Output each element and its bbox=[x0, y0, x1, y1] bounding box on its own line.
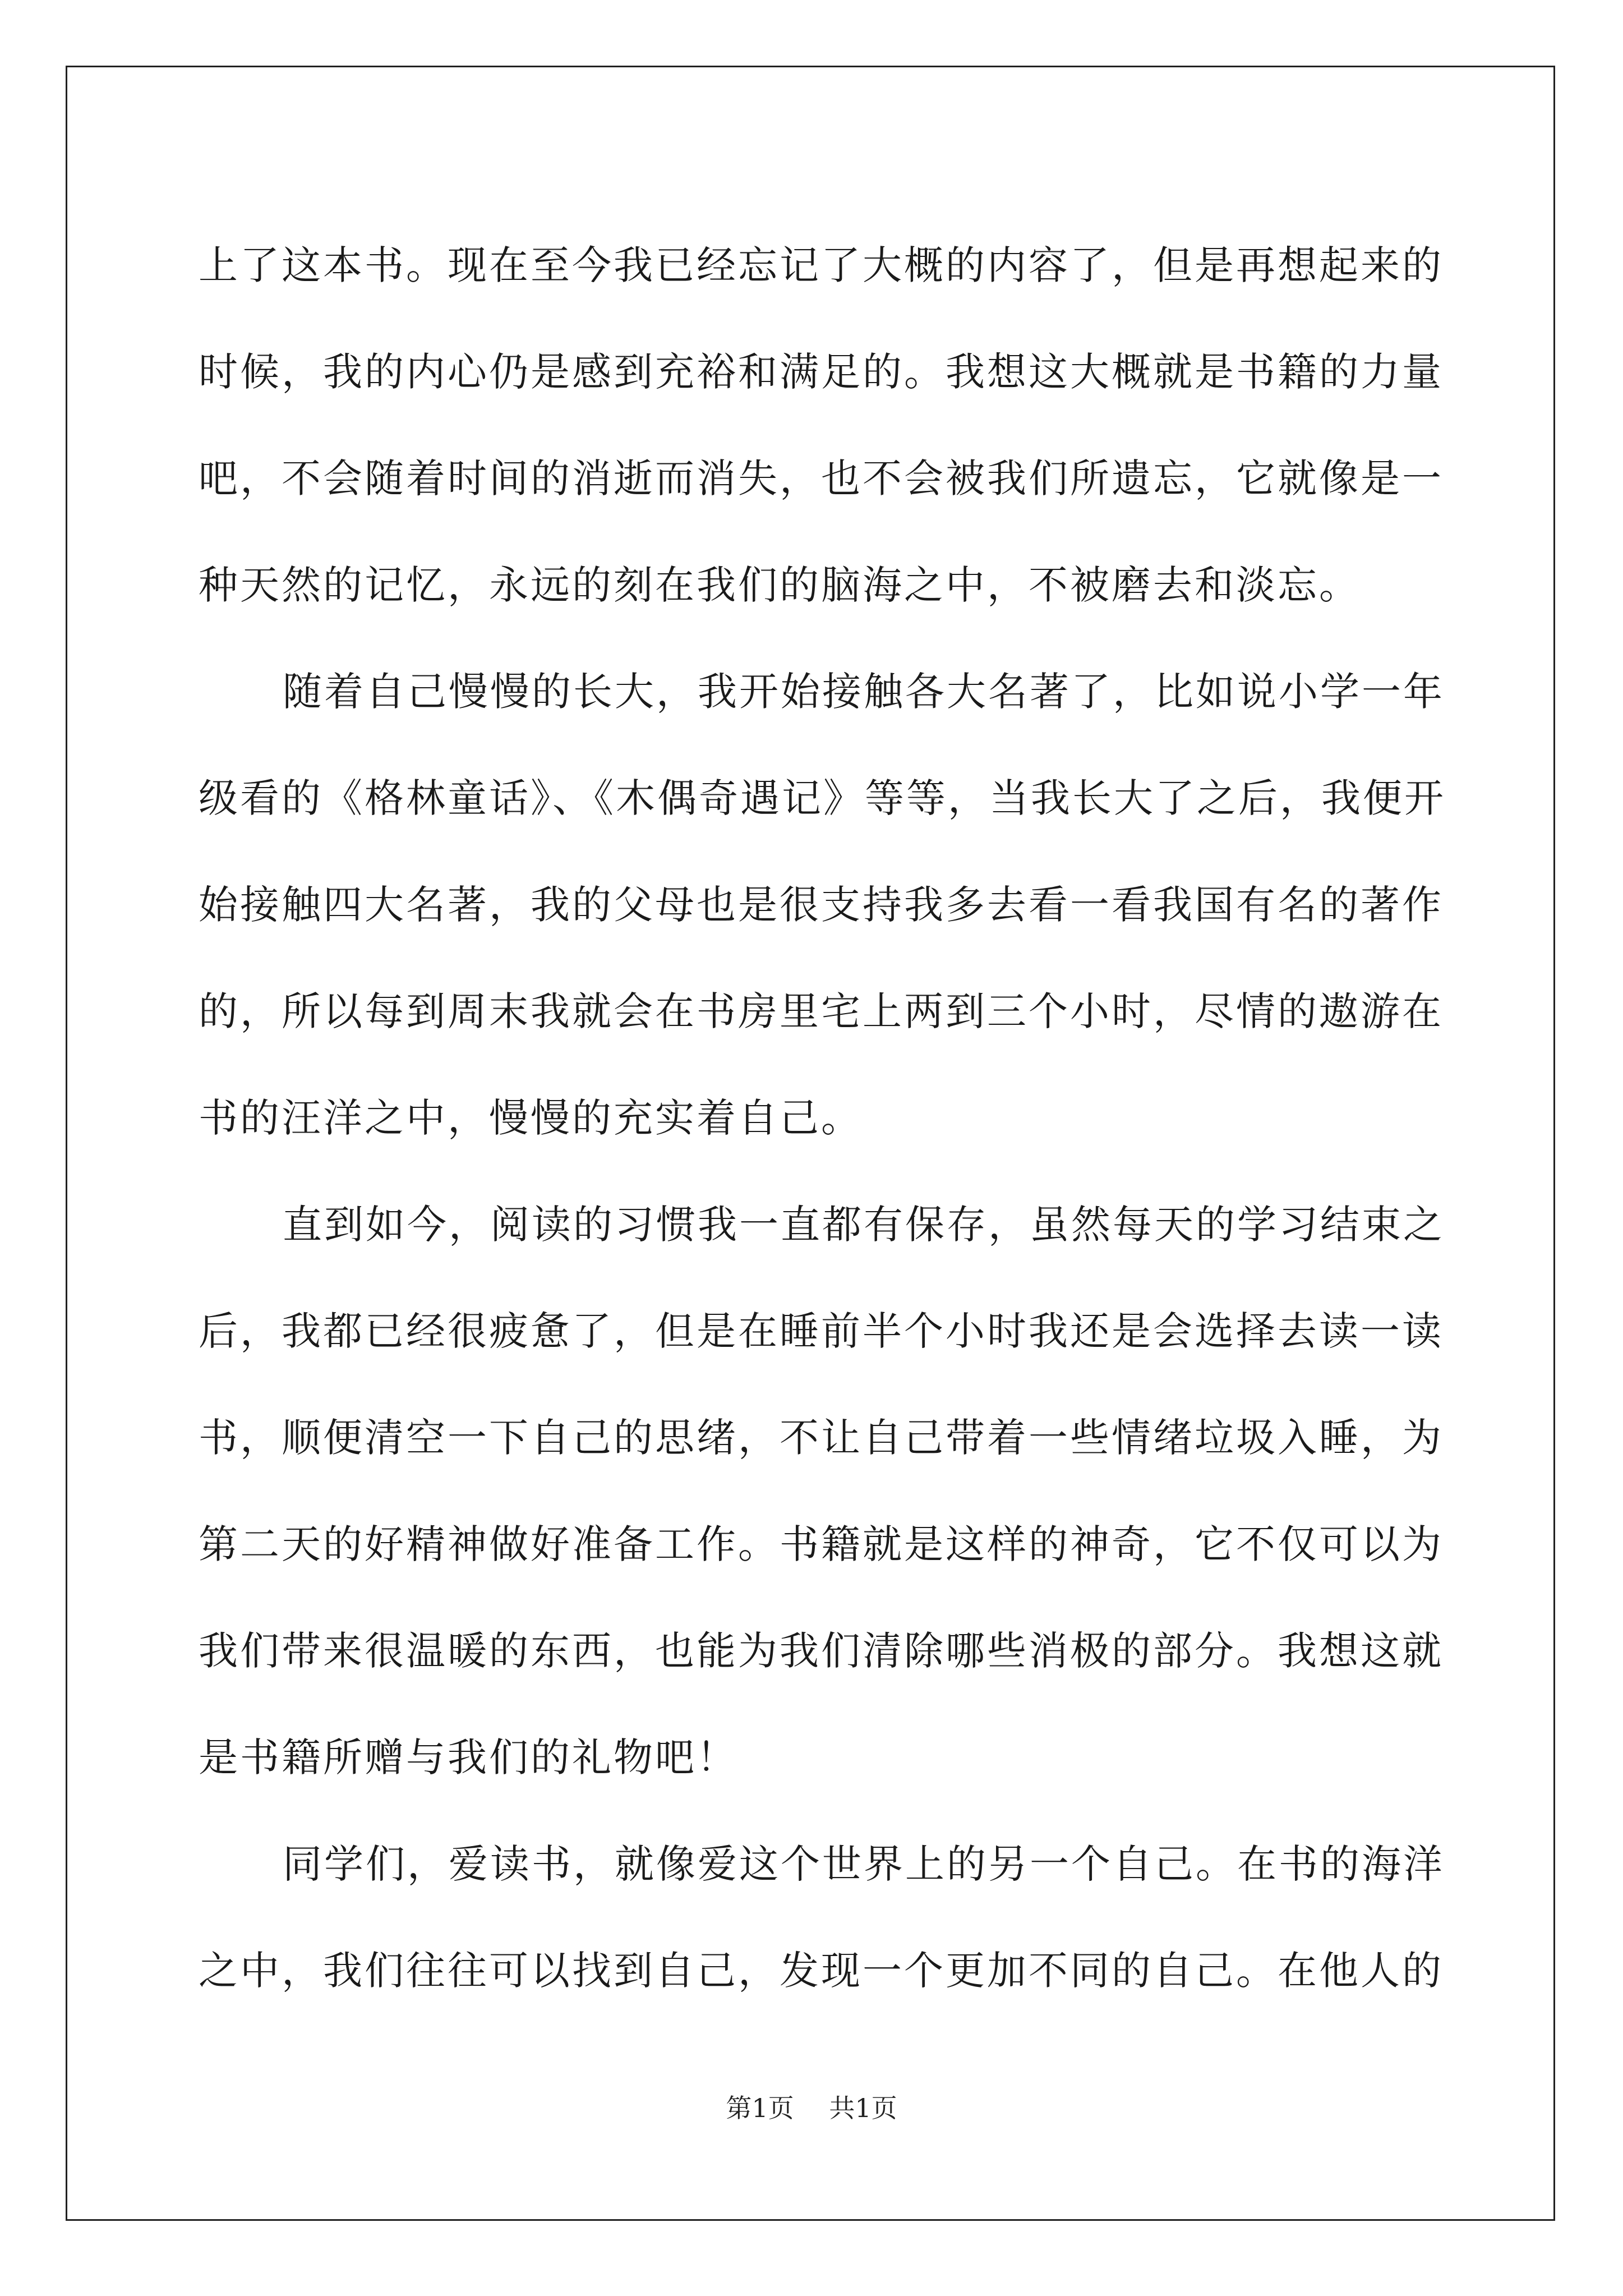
text-line: 是书籍所赠与我们的礼物吧！ bbox=[199, 1734, 738, 1780]
text-line: 吧，不会随着时间的消逝而消失，也不会被我们所遗忘，它就像是一 bbox=[199, 455, 1444, 501]
text-line: 第二天的好精神做好准备工作。书籍就是这样的神奇，它不仅可以为 bbox=[199, 1521, 1444, 1567]
text-line: 同学们，爱读书，就像爱这个世界上的另一个自己。在书的海洋 bbox=[283, 1841, 1445, 1887]
text-line: 我们带来很温暖的东西，也能为我们清除哪些消极的部分。我想这就 bbox=[199, 1628, 1444, 1674]
page-number-current: 第1页 bbox=[726, 2093, 794, 2123]
text-line: 上了这本书。现在至今我已经忘记了大概的内容了，但是再想起来的 bbox=[199, 242, 1444, 288]
text-line: 随着自己慢慢的长大，我开始接触各大名著了，比如说小学一年 bbox=[283, 669, 1445, 715]
text-line: 后，我都已经很疲惫了，但是在睡前半个小时我还是会选择去读一读 bbox=[199, 1308, 1444, 1354]
text-line: 种天然的记忆，永远的刻在我们的脑海之中，不被磨去和淡忘。 bbox=[199, 562, 1361, 608]
document-body bbox=[199, 212, 1446, 2024]
text-line: 始接触四大名著，我的父母也是很支持我多去看一看我国有名的著作 bbox=[199, 882, 1444, 928]
text-line: 级看的《格林童话》、《木偶奇遇记》等等，当我长大了之后，我便开 bbox=[199, 775, 1446, 821]
text-line: 书的汪洋之中，慢慢的充实着自己。 bbox=[199, 1095, 863, 1141]
page-footer bbox=[0, 2088, 1623, 2125]
text-line: 的，所以每到周末我就会在书房里宅上两到三个小时，尽情的遨游在 bbox=[199, 988, 1444, 1034]
page-number-total: 共1页 bbox=[829, 2093, 897, 2123]
text-line: 时候，我的内心仍是感到充裕和满足的。我想这大概就是书籍的力量 bbox=[199, 349, 1444, 395]
text-line: 之中，我们往往可以找到自己，发现一个更加不同的自己。在他人的 bbox=[199, 1948, 1444, 1994]
text-line: 直到如今，阅读的习惯我一直都有保存，虽然每天的学习结束之 bbox=[283, 1202, 1445, 1248]
text-line: 书，顺便清空一下自己的思绪，不让自己带着一些情绪垃圾入睡，为 bbox=[199, 1415, 1444, 1461]
